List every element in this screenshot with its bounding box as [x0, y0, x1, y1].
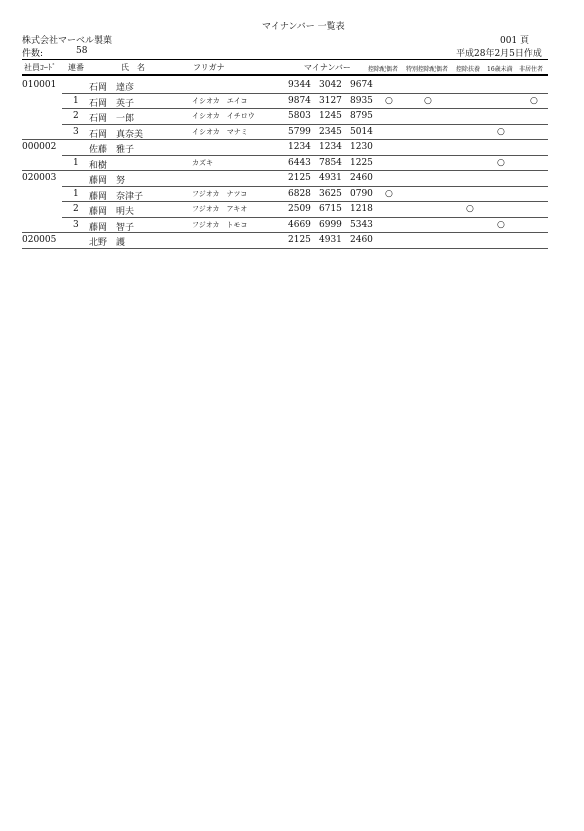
- furigana: イシオカ イチロウ: [192, 112, 255, 120]
- mynumber-part-3: 1230: [350, 142, 373, 152]
- mynumber-part-3: 2460: [350, 235, 373, 245]
- company-name: 株式会社マーベル製菓: [22, 36, 113, 46]
- mynumber-part-2: 6715: [319, 204, 342, 214]
- mynumber-part-1: 9874: [288, 95, 311, 106]
- page-number: 001 頁: [500, 36, 530, 46]
- person-name: 石岡 英子: [89, 98, 135, 109]
- deduction-mark: ○: [466, 204, 474, 214]
- mynumber-part-1: 6443: [288, 157, 311, 168]
- col-spouse: 控除配偶者: [368, 66, 399, 73]
- seq-number: 1: [73, 188, 79, 199]
- mynumber-part-1: 9344: [288, 80, 311, 90]
- table-row: [0, 171, 584, 186]
- col-under16: 16歳未満: [487, 66, 513, 73]
- person-name: 藤岡 智子: [89, 222, 135, 233]
- mynumber-part-2: 3127: [319, 95, 342, 106]
- created-date: 平成28年2月5日作成: [456, 49, 542, 59]
- person-name: 藤岡 明夫: [89, 207, 135, 217]
- seq-number: 1: [73, 95, 79, 106]
- mynumber-part-2: 4931: [319, 235, 342, 245]
- deduction-mark: ○: [497, 126, 505, 137]
- header-bottom-rule: [22, 74, 548, 76]
- mynumber-part-3: 9674: [350, 80, 373, 90]
- mynumber-part-3: 1225: [350, 157, 373, 168]
- mynumber-part-1: 2125: [288, 235, 311, 245]
- furigana: イシオカ マナミ: [192, 127, 248, 136]
- mynumber-part-1: 1234: [288, 142, 311, 152]
- deduction-mark: ○: [385, 95, 393, 106]
- col-furigana: フリガナ: [193, 63, 225, 72]
- table-row: [0, 125, 584, 140]
- mynumber-part-3: 5014: [350, 126, 373, 137]
- mynumber-part-3: 5343: [350, 219, 373, 230]
- col-nonresident: 非居住者: [519, 66, 544, 73]
- mynumber-part-1: 4669: [288, 219, 311, 230]
- seq-number: 3: [73, 219, 79, 230]
- person-name: 石岡 達彦: [89, 83, 135, 93]
- col-code: 社員ｺｰﾄﾞ: [24, 63, 56, 72]
- mynumber-part-2: 2345: [319, 126, 342, 137]
- mynumber-part-2: 1245: [319, 111, 342, 121]
- table-row: [0, 233, 584, 248]
- person-name: 和樹: [89, 160, 108, 171]
- mynumber-part-2: 4931: [319, 173, 342, 183]
- deduction-mark: ○: [385, 188, 393, 199]
- table-row: [0, 78, 584, 93]
- table-row: [0, 187, 584, 202]
- record-count: 58: [76, 46, 88, 56]
- deduction-mark: ○: [424, 95, 432, 106]
- col-dependent: 控除扶養: [456, 66, 481, 73]
- mynumber-part-1: 2125: [288, 173, 311, 183]
- mynumber-part-2: 3625: [319, 188, 342, 199]
- table-row: [0, 218, 584, 233]
- seq-number: 2: [73, 204, 79, 214]
- furigana: イシオカ エイコ: [192, 96, 248, 105]
- mynumber-part-1: 5803: [288, 111, 311, 121]
- report-title: マイナンバー 一覧表: [262, 22, 345, 32]
- mynumber-part-1: 2509: [288, 204, 311, 214]
- mynumber-part-2: 3042: [319, 80, 342, 90]
- table-row: [0, 156, 584, 171]
- mynumber-part-2: 6999: [319, 219, 342, 230]
- mynumber-part-2: 1234: [319, 142, 342, 152]
- furigana: カズキ: [192, 158, 213, 167]
- col-mynumber: マイナンバー: [304, 63, 351, 72]
- col-special-spouse: 特別控除配偶者: [406, 66, 449, 73]
- table-row: [0, 94, 584, 109]
- mynumber-part-3: 8795: [350, 111, 373, 121]
- person-name: 藤岡 奈津子: [89, 191, 144, 202]
- furigana: フジオカ ナツコ: [192, 189, 248, 198]
- employee-code: 010001: [22, 80, 57, 90]
- furigana: フジオカ トモコ: [192, 220, 248, 229]
- header-top-rule: [22, 59, 548, 60]
- table-row: [0, 109, 584, 124]
- deduction-mark: ○: [497, 219, 505, 230]
- mynumber-part-3: 2460: [350, 173, 373, 183]
- seq-number: 2: [73, 111, 79, 121]
- mynumber-part-3: 8935: [350, 95, 373, 106]
- col-name: 氏 名: [121, 63, 145, 72]
- seq-number: 3: [73, 126, 79, 137]
- mynumber-part-1: 6828: [288, 188, 311, 199]
- person-name: 藤岡 努: [89, 176, 126, 186]
- table-row: [0, 202, 584, 217]
- count-label: 件数:: [22, 49, 44, 59]
- mynumber-part-1: 5799: [288, 126, 311, 137]
- person-name: 石岡 一郎: [89, 114, 135, 124]
- row-separator: [22, 248, 548, 249]
- employee-code: 000002: [22, 142, 57, 152]
- employee-code: 020005: [22, 235, 57, 245]
- mynumber-part-2: 7854: [319, 157, 342, 168]
- deduction-mark: ○: [497, 157, 505, 168]
- mynumber-part-3: 1218: [350, 204, 373, 214]
- col-seq: 連番: [68, 63, 84, 72]
- seq-number: 1: [73, 157, 79, 168]
- deduction-mark: ○: [530, 95, 538, 106]
- person-name: 佐藤 雅子: [89, 145, 135, 155]
- table-row: [0, 140, 584, 155]
- employee-code: 020003: [22, 173, 57, 183]
- person-name: 北野 護: [89, 238, 126, 248]
- mynumber-part-3: 0790: [350, 188, 373, 199]
- furigana: フジオカ アキオ: [192, 205, 248, 213]
- person-name: 石岡 真奈美: [89, 129, 144, 140]
